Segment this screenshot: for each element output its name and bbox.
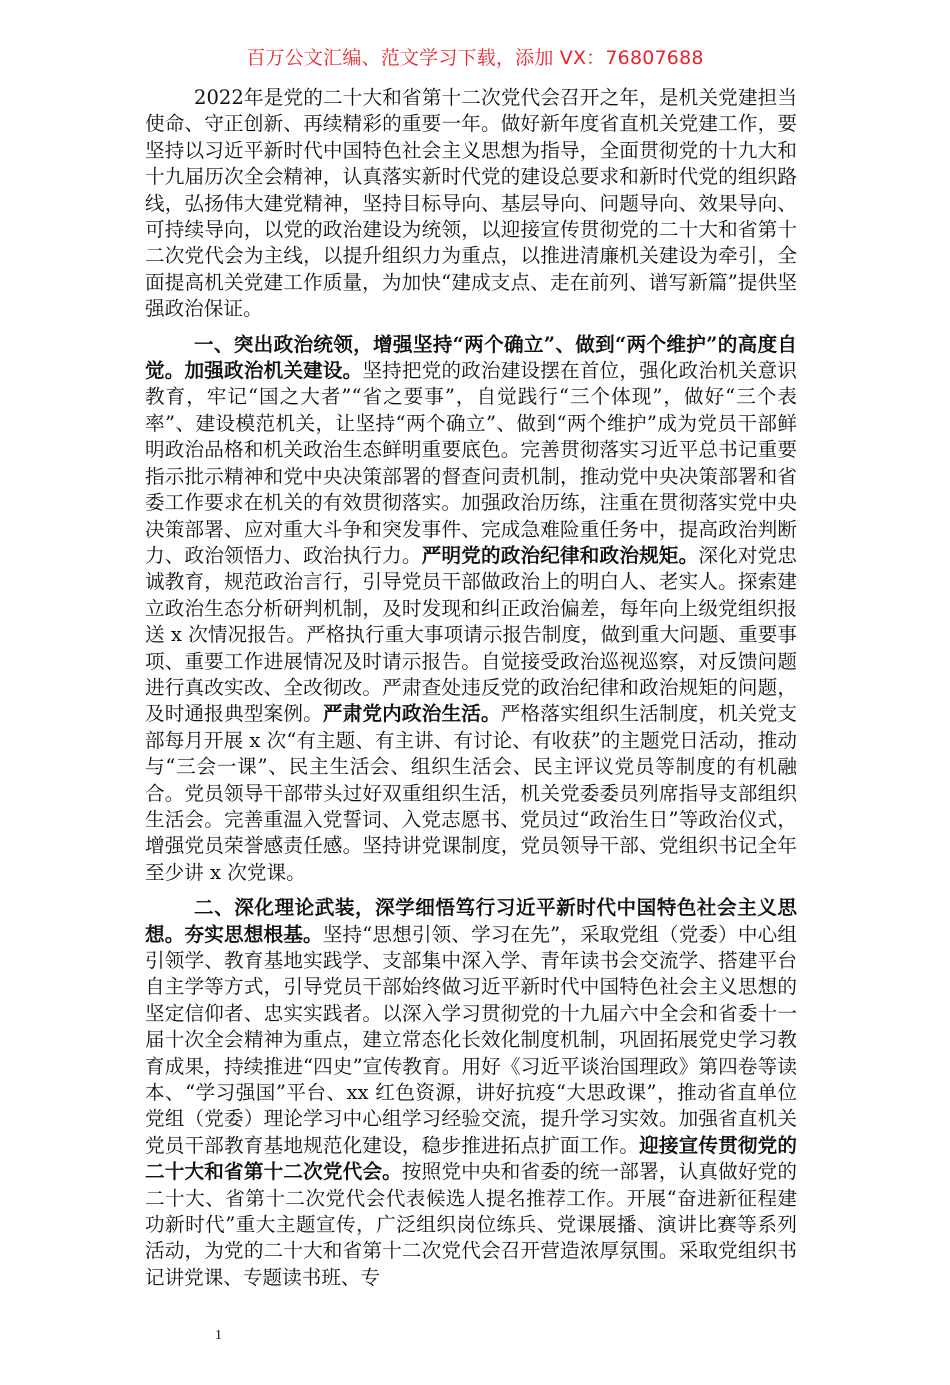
bold-heading-text: 严肃党内政治生活。 xyxy=(322,702,501,726)
bold-heading-text: 夯实思想根基。 xyxy=(184,922,323,946)
body-text: 2022年是党的二十大和省第十二次党代会召开之年，是机关党建担当使命、守正创新、再续精彩的重要一年。做好新年度省直机关党建工作，要坚持以习近平新时代中国特色社会主义思想为指导，全面贯彻党的十九大和十九届历次全会精神，认真落实新时代党的建设总要求和新时代党的组织路线，弘扬伟大建党精神，坚持目标导向、基层导向、问题导向、效果导向、可持续导向，以党的政治建设为统领，以迎接宣传贯彻党的二十大和省第十二次党代会为主线，以提升组织力为重点，以推进清廉机关建设为牵引，全面提高机关党建工作质量，为加快“建成支点、走在前列、谱写新篇”提供坚强政治保证。 xyxy=(145,86,797,321)
body-text: 严格落实组织生活制度，机关党支部每月开展 x 次“有主题、有主讲、有讨论、有收获”的主题党日活动，推动与“三会一课”、民主生活会、组织生活会、民主评议党员等制度的有机融合。党员领导干部带头过好双重组织生活，机关党委委员列席指导支部组织生活会。完善重温入党誓词、入党志愿书、党员过“政治生日”等政治仪式，增强党员荣誉感责任感。坚持讲党课制度，党员领导干部、党组织书记全年至少讲 x 次党课。 xyxy=(145,702,798,884)
paragraph-section-1 xyxy=(145,332,797,887)
bold-heading-text: 严明党的政治纪律和政治规矩。 xyxy=(421,543,699,567)
document-body xyxy=(145,85,797,1291)
page-number: 1 xyxy=(215,1328,222,1344)
paragraph-section-2 xyxy=(145,895,797,1291)
bold-heading-text: 加强政治机关建设。 xyxy=(184,359,363,383)
bold-heading-text: 迎接宣传贯彻党的二十大和省第十二次党代会。 xyxy=(145,1133,798,1184)
bold-heading-text: 一、突出政治统领，增强坚持“两个确立”、做到“两个维护”的高度自觉。 xyxy=(145,332,797,383)
body-text: 深化对党忠诚教育，规范政治言行，引导党员干部做政治上的明白人、老实人。探索建立政治生态分析研判机制，及时发现和纠正政治偏差，每年向上级党组织报送 x 次情况报告。严格执行重大事项请示报告制度，做到重大问题、重要事项、重要工作进展情况及时请示报告。自觉接受政治巡视巡察，对反馈问题进行真改实改、全改彻改。严肃查处违反党的政治纪律和政治规矩的问题，及时通报典型案例。 xyxy=(145,543,798,726)
bold-heading-text: 二、深化理论武装，深学细悟笃行习近平新时代中国特色社会主义思想。 xyxy=(145,896,797,946)
body-text: 坚持把党的政治建设摆在首位，强化政治机关意识教育，牢记“国之大者”“省之要事”，自觉践行“三个体现”，做好“三个表率”、建设模范机关，让坚持“两个确立”、做到“两个维护”成为党员干部鲜明政治品格和机关政治生态鲜明重要底色。完善贯彻落实习近平总书记重要指示批示精神和党中央决策部署的督查问责机制，推动党中央决策部署和省委工作要求在机关的有效贯彻落实。加强政治历练，注重在贯彻落实党中央决策部署、应对重大斗争和突发事件、完成急难险重任务中，提高政治判断力、政治领悟力、政治执行力。 xyxy=(145,359,798,567)
body-text: 按照党中央和省委的统一部署，认真做好党的二十大、省第十二次党代会代表候选人提名推荐工作。开展“奋进新征程建功新时代”重大主题宣传，广泛组织岗位练兵、党课展播、演讲比赛等系列活动，为党的二十大和省第十二次党代会召开营造浓厚氛围。采取党组织书记讲党课、专题读书班、专 xyxy=(145,1160,798,1289)
watermark-banner: 百万公文汇编、范文学习下载，添加 VX：76807688 xyxy=(246,47,704,69)
body-text: 坚持“思想引领、学习在先”，采取党组（党委）中心组引领学、教育基地实践学、支部集中深入学、青年读书会交流学、搭建平台自主学等方式，引导党员干部始终做习近平新时代中国特色社会主义思想的坚定信仰者、忠实实践者。以深入学习贯彻党的十九届六中全会和省委十一届十次全会精神为重点，建立常态化长效化制度机制，巩固拓展党史学习教育成果，持续推进“四史”宣传教育。用好《习近平谈治国理政》第四卷等读本、“学习强国”平台、xx 红色资源，讲好抗疫“大思政课”，推动省直单位党组（党委）理论学习中心组学习经验交流，提升学习实效。加强省直机关党员干部教育基地规范化建设，稳步推进拓点扩面工作。 xyxy=(145,922,798,1157)
paragraph-intro xyxy=(145,85,797,323)
